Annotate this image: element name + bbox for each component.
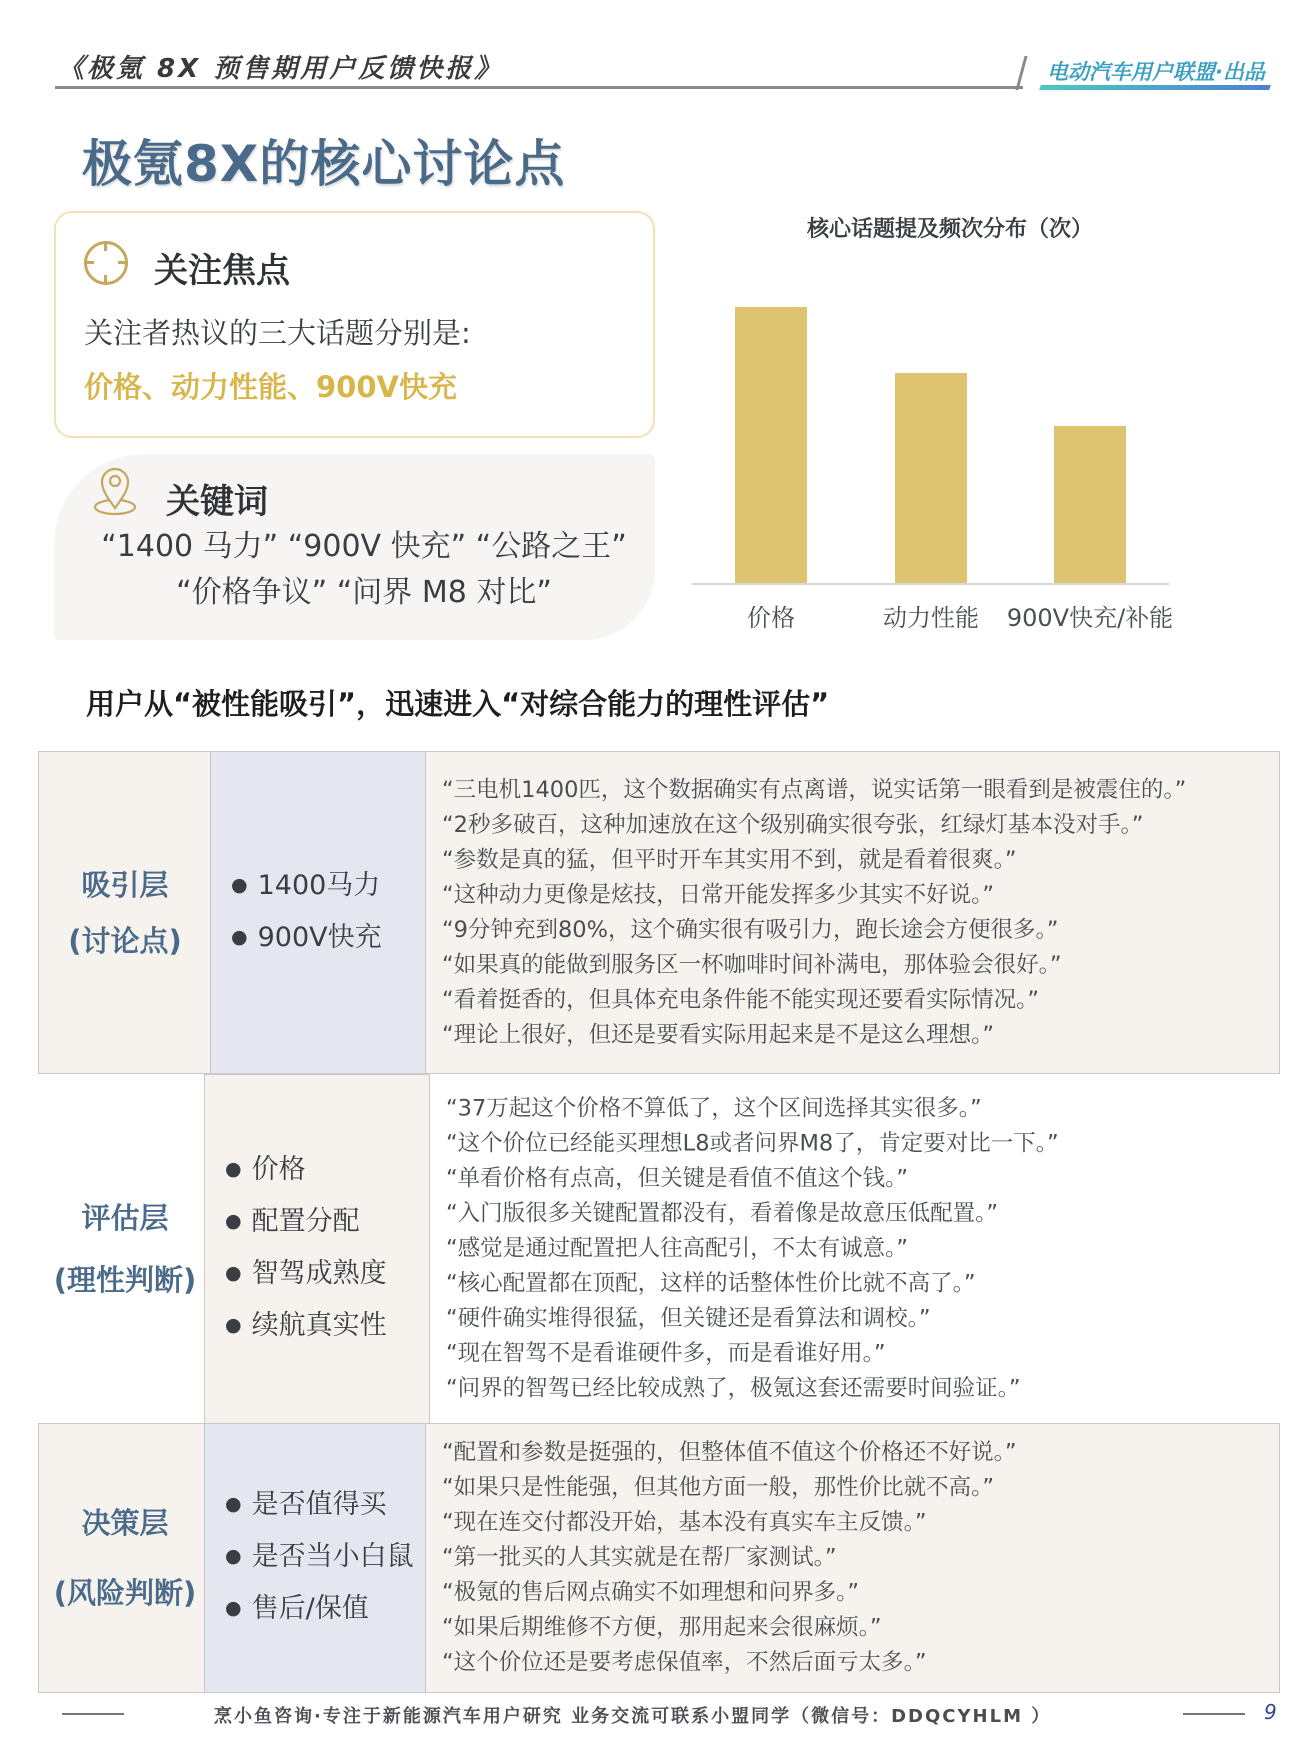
point-item: ● 续航真实性 bbox=[225, 1301, 387, 1353]
header-divider bbox=[55, 86, 1023, 89]
page-title: 极氪8X的核心讨论点 bbox=[82, 135, 566, 193]
footer-divider-left bbox=[62, 1713, 124, 1715]
quote-item: “单看价格有点高，但关键是看值不值这个钱。” bbox=[446, 1165, 909, 1192]
quote-item: “这个价位已经能买理想L8或者问界M8了，肯定要对比一下。” bbox=[446, 1130, 1059, 1157]
quote-item: “第一批买的人其实就是在帮厂家测试。” bbox=[442, 1544, 837, 1571]
topic-frequency-chart bbox=[690, 200, 1210, 640]
focus-card bbox=[54, 211, 655, 438]
layer-name: 吸引层 bbox=[81, 867, 169, 902]
point-item: ● 是否值得买 bbox=[225, 1480, 414, 1532]
layer-name: 评估层 bbox=[81, 1201, 169, 1235]
chart-category-label: 动力性能 bbox=[883, 604, 979, 632]
keywords-card bbox=[54, 454, 655, 640]
layer-points-cell bbox=[204, 1074, 431, 1424]
layer-label-cell bbox=[38, 751, 212, 1074]
point-item: ● 售后/保值 bbox=[225, 1584, 414, 1636]
quote-item: “37万起这个价格不算低了，这个区间选择其实很多。” bbox=[446, 1095, 982, 1122]
point-item: ● 900V快充 bbox=[231, 913, 382, 965]
quote-item: “现在智驾不是看谁硬件多，而是看谁好用。” bbox=[446, 1340, 886, 1367]
quote-item: “理论上很好，但还是要看实际用起来是不是这么理想。” bbox=[442, 1021, 995, 1048]
point-item: ● 价格 bbox=[225, 1145, 387, 1197]
layer-points-cell bbox=[204, 1423, 427, 1693]
quote-item: “这个价位还是要考虑保值率，不然后面亏太多。” bbox=[442, 1649, 927, 1676]
quote-item: “核心配置都在顶配，这样的话整体性价比就不高了。” bbox=[446, 1270, 976, 1297]
point-item: ● 1400马力 bbox=[231, 861, 382, 913]
layer-quotes-cell bbox=[429, 1074, 1280, 1424]
quote-item: “如果后期维修不方便，那用起来会很麻烦。” bbox=[442, 1614, 882, 1641]
layer-points-cell bbox=[210, 751, 427, 1074]
footer-divider-right bbox=[1183, 1713, 1245, 1715]
target-icon bbox=[84, 241, 128, 285]
quote-item: “看着挺香的，但具体充电条件能不能实现还要看实际情况。” bbox=[442, 986, 1040, 1013]
chart-category-label: 价格 bbox=[747, 604, 795, 632]
location-pin-icon bbox=[92, 464, 138, 516]
point-item: ● 智驾成熟度 bbox=[225, 1249, 387, 1301]
brand-label: 电动汽车用户联盟·出品 bbox=[1047, 60, 1265, 84]
quote-item: “入门版很多关键配置都没有，看着像是故意压低配置。” bbox=[446, 1200, 999, 1227]
layer-sub: (理性判断) bbox=[53, 1263, 197, 1297]
quote-item: “如果真的能做到服务区一杯咖啡时间补满电，那体验会很好。” bbox=[442, 951, 1062, 978]
chart-bar-price bbox=[735, 307, 807, 583]
keywords-heading: 关键词 bbox=[166, 482, 268, 522]
quote-item: “极氪的售后网点确实不如理想和问界多。” bbox=[442, 1579, 860, 1606]
section-subtitle: 用户从“被性能吸引”，迅速进入“对综合能力的理性评估” bbox=[86, 687, 830, 721]
quote-item: “如果只是性能强，但其他方面一般，那性价比就不高。” bbox=[442, 1474, 995, 1501]
point-item: ● 是否当小白鼠 bbox=[225, 1532, 414, 1584]
quotes-list bbox=[446, 1092, 1059, 1407]
chart-bar-performance bbox=[895, 373, 967, 583]
layer-name: 决策层 bbox=[81, 1506, 169, 1540]
chart-category-label: 900V快充/补能 bbox=[1006, 604, 1174, 632]
quote-item: “2秒多破百，这种加速放在这个级别确实很夸张，红绿灯基本没对手。” bbox=[442, 811, 1144, 838]
quote-item: “配置和参数是挺强的，但整体值不值这个价格还不好说。” bbox=[442, 1439, 1017, 1466]
layer-points bbox=[231, 861, 382, 965]
layer-quotes-cell bbox=[425, 1423, 1280, 1693]
focus-heading: 关注焦点 bbox=[154, 251, 290, 291]
layer-row-attraction bbox=[38, 751, 1280, 1074]
layer-points bbox=[225, 1480, 414, 1636]
layer-sub: (风险判断) bbox=[53, 1576, 197, 1610]
chart-bar-fast-charge bbox=[1054, 426, 1126, 583]
quote-item: “参数是真的猛，但平时开车其实用不到，就是看着很爽。” bbox=[442, 846, 1017, 873]
layer-row-evaluation bbox=[38, 1074, 1280, 1424]
quote-item: “现在连交付都没开始，基本没有真实车主反馈。” bbox=[442, 1509, 927, 1536]
quote-item: “三电机1400匹，这个数据确实有点离谱，说实话第一眼看到是被震住的。” bbox=[442, 776, 1187, 803]
focus-topics: 价格、动力性能、900V快充 bbox=[84, 370, 457, 404]
header-slash-divider bbox=[1015, 56, 1027, 90]
layer-sub: (讨论点) bbox=[68, 923, 182, 958]
keywords-list: “1400 马力” “900V 快充” “公路之王” “价格争议” “问界 M8 对比” bbox=[101, 529, 627, 610]
brand-underline bbox=[1039, 85, 1271, 90]
quote-item: “问界的智驾已经比较成熟了，极氪这套还需要时间验证。” bbox=[446, 1375, 1021, 1402]
quote-item: “9分钟充到80%，这个确实很有吸引力，跑长途会方便很多。” bbox=[442, 916, 1059, 943]
layer-label-cell bbox=[38, 1423, 212, 1693]
page-number: 9 bbox=[1264, 1700, 1277, 1724]
report-title: 《极氪 8X 预售期用户反馈快报》 bbox=[58, 54, 504, 84]
chart-x-axis bbox=[692, 583, 1169, 585]
layer-label-cell bbox=[38, 1074, 212, 1424]
quote-item: “感觉是通过配置把人往高配引，不太有诚意。” bbox=[446, 1235, 909, 1262]
focus-description: 关注者热议的三大话题分别是: bbox=[84, 316, 471, 350]
layer-quotes-cell bbox=[425, 751, 1280, 1074]
footer-text: 烹小鱼咨询·专注于新能源汽车用户研究 业务交流可联系小盟同学（微信号：DDQCYHLM ） bbox=[214, 1706, 1052, 1727]
quotes-list bbox=[442, 773, 1186, 1053]
quote-item: “这种动力更像是炫技，日常开能发挥多少其实不好说。” bbox=[442, 881, 995, 908]
layer-row-decision bbox=[38, 1423, 1280, 1693]
quotes-list bbox=[442, 1436, 1017, 1681]
layer-points bbox=[225, 1145, 387, 1353]
quote-item: “硬件确实堆得很猛，但关键还是看算法和调校。” bbox=[446, 1305, 931, 1332]
point-item: ● 配置分配 bbox=[225, 1197, 387, 1249]
chart-title: 核心话题提及频次分布（次） bbox=[806, 217, 1093, 242]
